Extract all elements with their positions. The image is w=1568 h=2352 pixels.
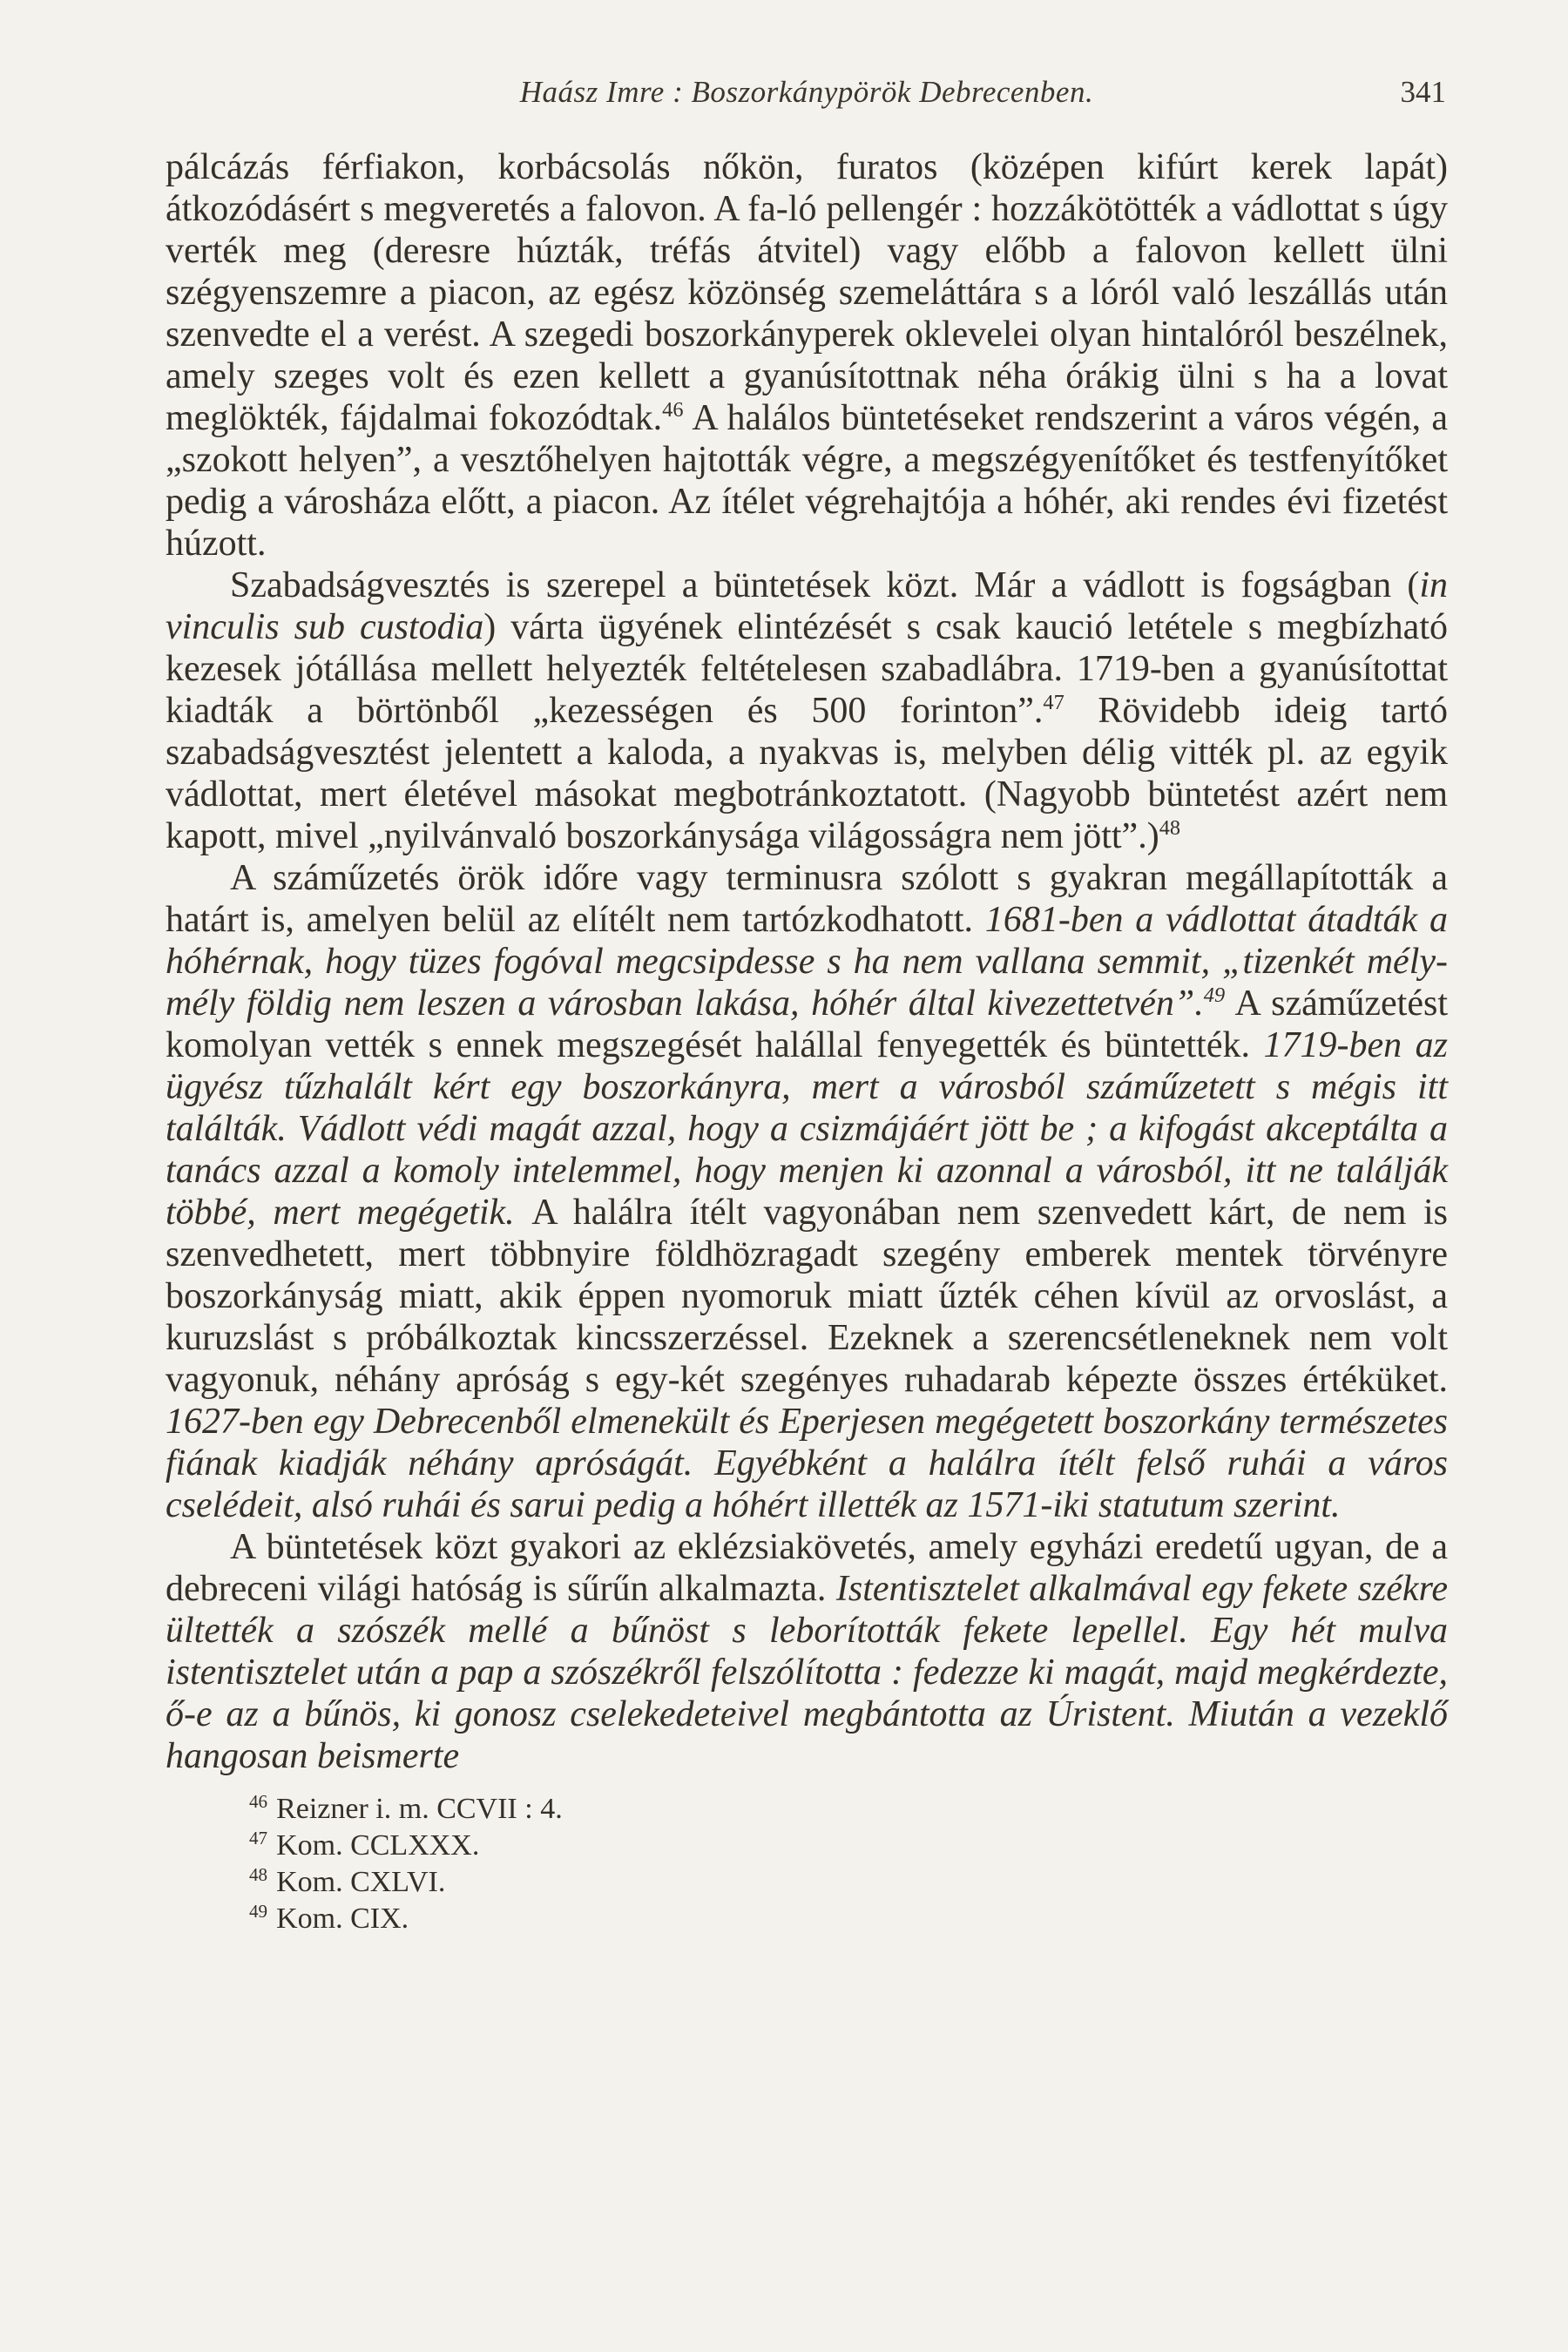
page-number: 341 xyxy=(1400,75,1446,109)
footnote-49 xyxy=(166,1901,1448,1937)
footnote-47-number: 47 xyxy=(249,1827,268,1848)
paragraph-4-quote-church-penance: Istentisztelet alkalmával egy fekete székre ültették a szószék mellé a bűnöst s leborították fekete lepellel. Egy hét mulva istentisztelet után a pap a szószékről felszólította : fedezze ki magát, majd megkérdezte, ő-e az a bűnös, ki gonosz cselekedeteivel megbántotta az Úristent. Miután a vezeklő hangosan beismerte xyxy=(166,1569,1448,1776)
paragraph-2-latin-phrase: in vinculis sub custodia xyxy=(166,565,1448,647)
paragraph-3 xyxy=(166,857,1448,1526)
paragraph-3-text-e: A halálra ítélt vagyonában nem szenvedett kárt, de nem is szenvedhetett, mert többnyire földhözragadt szegény emberek mentek törvényre boszorkányság miatt, akik éppen nyomoruk miatt űzték céhen kívül az orvoslást, a kuruzslást s próbálkoztak kincsszerzéssel. Ezeknek a szerencsétleneknek nem volt vagyonuk, néhány apróság s egy-két szegényes ruhadarab képezte összes értéküket. xyxy=(166,1193,1448,1400)
footnote-48-number: 48 xyxy=(249,1863,268,1885)
footnote-49-number: 49 xyxy=(249,1900,268,1922)
paragraph-1-text-b: A halálos büntetéseket rendszerint a város végén, a „szokott helyen”, a vesztőhelyen hajtották végre, a megszégyenítőket és testfenyítőket pedig a városháza előtt, a piacon. Az ítélet végrehajtója a hóhér, aki rendes évi fizetést húzott. xyxy=(166,398,1448,564)
paragraph-3-quote-1719: 1719-ben az ügyész tűzhalált kért egy boszorkányra, mert a városból száműzetett s mégis itt találták. Vádlott védi magát azzal, hogy a csizmájáért jött be ; a kifogást akceptálta a tanács azzal a komoly intelemmel, hogy menjen ki azonnal a városból, itt ne találják többé, mert megégetik. xyxy=(166,1025,1449,1233)
footnote-46 xyxy=(166,1791,1448,1828)
paragraph-3-quote-1681: 1681-ben a vádlottat átadták a hóhérnak, hogy tüzes fogóval megcsipdesse s ha nem vallana semmit, „tizenkét mély-mély földig nem leszen a városban lakása, hóhér által kivezettetvén”. xyxy=(166,900,1448,1024)
footnote-48-text: Kom. CXLVI. xyxy=(276,1866,446,1898)
running-title: Haász Imre : Boszorkánypörök Debrecenben. xyxy=(519,75,1094,109)
footnote-ref-47: 47 xyxy=(1043,691,1064,714)
paragraph-1-text-a: pálcázás férfiakon, korbácsolás nőkön, furatos (középen kifúrt kerek lapát) átkozódásért s megveretés a falovon. A fa-ló pellengér : hozzákötötték a vádlottat s úgy verték meg (deresre húzták, tréfás átvitel) vagy előbb a falovon kellett ülni szégyenszemre a piacon, az egész közönség szemeláttára s a lóról való leszállás után szenvedte el a verést. A szegedi boszorkányperek oklevelei olyan hintalóról beszélnek, amely szeges volt és ezen kellett a gyanúsítottnak néha órákig ülni s ha a lovat meglökték, fájdalmai fokozódtak. xyxy=(166,147,1448,438)
footnote-ref-48: 48 xyxy=(1159,816,1181,840)
footnote-ref-46: 46 xyxy=(662,398,684,422)
text-block xyxy=(166,146,1448,1937)
footnote-ref-49: 49 xyxy=(1203,983,1226,1007)
paragraph-2-text-c: Rövidebb ideig tartó szabadságvesztést jelentett a kaloda, a nyakvas is, melyben délig vitték pl. az egyik vádlottat, mert életével másokat megbotránkoztatott. (Nagyobb büntetést azért nem kapott, mivel „nyilvánvaló boszorkánysága világosságra nem jött”.) xyxy=(166,691,1448,856)
paragraph-2 xyxy=(166,564,1448,857)
paragraph-4 xyxy=(166,1526,1448,1777)
footnote-49-text: Kom. CIX. xyxy=(276,1903,409,1935)
paragraph-1 xyxy=(166,146,1448,564)
paragraph-4-text-a: A büntetések közt gyakori az eklézsiakövetés, amely egyházi eredetű ugyan, de a debreceni világi hatóság is sűrűn alkalmazta. xyxy=(166,1527,1448,1609)
paragraph-2-text-a: Szabadságvesztés is szerepel a büntetések közt. Már a vádlott is fogságban ( xyxy=(230,565,1420,605)
paragraph-2-text-b: ) várta ügyének elintézését s csak kaució letétele s megbízható kezesek jótállása mellett helyezték feltételesen szabadlábra. 1719-ben a gyanúsítottat kiadták a börtönből „kezességen és 500 forinton”. xyxy=(166,607,1448,731)
paragraph-3-text-c: A száműzetést komolyan vették s ennek megszegését halállal fenyegették és büntették. xyxy=(166,983,1448,1065)
footnote-46-text: Reizner i. m. CCVII : 4. xyxy=(276,1793,563,1825)
footnote-48 xyxy=(166,1864,1448,1901)
footnote-47 xyxy=(166,1828,1448,1864)
footnote-46-number: 46 xyxy=(249,1790,268,1812)
footnotes-section xyxy=(166,1791,1448,1937)
running-head xyxy=(166,75,1448,117)
paragraph-3-quote-1627: 1627-ben egy Debrecenből elmenekült és Eperjesen megégetett boszorkány természetes fiának kiadják néhány apróságát. Egyébként a halálra ítélt felső ruhái a város cselédeit, alsó ruhái és sarui pedig a hóhért illették az 1571-iki statutum szerint. xyxy=(166,1402,1448,1525)
paragraph-3-text-a: A száműzetés örök időre vagy terminusra szólott s gyakran megállapították a határt is, amelyen belül az elítélt nem tartózkodhatott. xyxy=(166,858,1448,940)
footnote-47-text: Kom. CCLXXX. xyxy=(276,1829,480,1862)
